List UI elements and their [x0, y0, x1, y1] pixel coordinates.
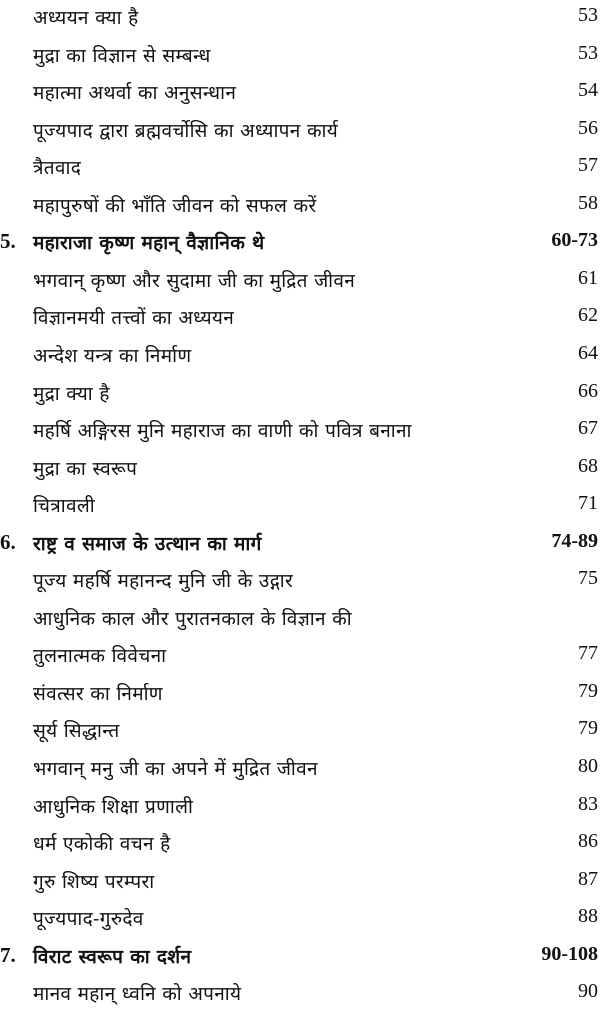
- entry-page-number: 67: [578, 417, 598, 440]
- entry-page-number: 68: [578, 454, 598, 477]
- entry-title: धर्म एकोकी वचन है: [33, 833, 171, 856]
- entry-title: त्रैतवाद: [33, 157, 82, 180]
- chapter-page-range: 60-73: [551, 229, 598, 252]
- entry-page-number: 53: [578, 41, 598, 64]
- entry-title: अध्ययन क्या है: [33, 7, 139, 29]
- chapter-title: विराट स्वरूप का दर्शन: [33, 945, 192, 968]
- entry-page-number: 90: [578, 980, 598, 1003]
- toc-entry: [0, 413, 600, 450]
- entry-title: महापुरुषों की भाँति जीवन को सफल करें: [33, 194, 317, 217]
- toc-entry: [0, 601, 600, 638]
- entry-page-number: 88: [578, 905, 598, 928]
- toc-entry: [0, 751, 600, 788]
- toc-entry: [0, 901, 600, 938]
- entry-page-number: 61: [578, 266, 598, 289]
- chapter-number: 5.: [0, 229, 16, 254]
- toc-entry: [0, 376, 600, 413]
- toc-entry: [0, 263, 600, 300]
- entry-title: चित्रावली: [33, 495, 95, 518]
- entry-page-number: 54: [578, 79, 598, 102]
- entry-page-number: 77: [578, 642, 598, 665]
- toc-entry: [0, 713, 600, 750]
- entry-page-number: 80: [578, 755, 598, 777]
- entry-page-number: 83: [578, 792, 598, 815]
- toc-entry: [0, 38, 600, 75]
- entry-page-number: 75: [578, 567, 598, 590]
- entry-title: भगवान् मनु जी का अपने में मुद्रित जीवन: [33, 758, 318, 780]
- entry-page-number: 79: [578, 679, 598, 702]
- entry-title: गुरु शिष्य परम्परा: [33, 870, 155, 893]
- entry-title: पूज्यपाद द्वारा ब्रह्मवर्चोसि का अध्यापन कार्य: [33, 119, 339, 142]
- toc-entry: [0, 75, 600, 112]
- entry-title: संवत्सर का निर्माण: [33, 682, 163, 705]
- entry-page-number: 66: [578, 379, 598, 402]
- entry-title: सूर्य सिद्धान्त: [33, 720, 120, 743]
- toc-entry: [0, 676, 600, 713]
- chapter-page-range: 74-89: [551, 529, 598, 552]
- toc-entry: [0, 113, 600, 150]
- chapter-title: राष्ट्र व समाज के उत्थान का मार्ग: [33, 532, 262, 555]
- toc-entry: [0, 300, 600, 337]
- toc-entry: [0, 864, 600, 901]
- entry-title: मुद्रा का विज्ञान से सम्बन्ध: [33, 44, 211, 67]
- entry-title: विज्ञानमयी तत्त्वों का अध्ययन: [33, 307, 235, 330]
- toc-entry: [0, 150, 600, 187]
- chapter-heading: [0, 939, 600, 976]
- entry-page-number: 71: [578, 492, 598, 515]
- toc-entry: [0, 188, 600, 225]
- chapter-heading: [0, 225, 600, 262]
- entry-page-number: 64: [578, 341, 598, 364]
- entry-title: आधुनिक काल और पुरातनकाल के विज्ञान की: [33, 607, 352, 630]
- toc-entry: [0, 638, 600, 675]
- entry-page-number: 86: [578, 830, 598, 853]
- entry-title: मुद्रा का स्वरूप: [33, 457, 138, 480]
- entry-page-number: 87: [578, 867, 598, 890]
- entry-title: मुद्रा क्या है: [33, 382, 110, 405]
- toc-entry: [0, 563, 600, 600]
- entry-title: महर्षि अङ्गिरस मुनि महाराज का वाणी को पवित्र बनाना: [33, 420, 412, 443]
- toc-entry: [0, 789, 600, 826]
- chapter-title: महाराजा कृष्ण महान् वैज्ञानिक थे: [33, 232, 265, 255]
- toc-entry: [0, 338, 600, 375]
- entry-page-number: 62: [578, 304, 598, 327]
- entry-page-number: 53: [578, 4, 598, 26]
- entry-title: पूज्य महर्षि महानन्द मुनि जी के उद्गार: [33, 570, 294, 593]
- entry-page-number: 56: [578, 116, 598, 139]
- entry-title: महात्मा अथर्वा का अनुसन्धान: [33, 82, 237, 105]
- entry-page-number: 57: [578, 154, 598, 177]
- toc-entry: [0, 826, 600, 863]
- entry-title: आधुनिक शिक्षा प्रणाली: [33, 795, 194, 818]
- entry-title: अन्देश यन्त्र का निर्माण: [33, 344, 192, 367]
- chapter-number: 6.: [0, 529, 16, 554]
- chapter-page-range: 90-108: [541, 942, 598, 965]
- toc-entry: [0, 0, 600, 37]
- entry-title: पूज्यपाद-गुरुदेव: [33, 908, 144, 931]
- toc-entry: [0, 451, 600, 488]
- entry-page-number: 79: [578, 717, 598, 740]
- entry-page-number: 58: [578, 191, 598, 214]
- entry-title: मानव महान् ध्वनि को अपनाये: [33, 983, 242, 1006]
- chapter-heading: [0, 526, 600, 563]
- toc-entry: [0, 488, 600, 525]
- entry-title: तुलनात्मक विवेचना: [33, 645, 167, 668]
- toc-entry: [0, 976, 600, 1013]
- entry-title: भगवान् कृष्ण और सुदामा जी का मुद्रित जीवन: [33, 269, 356, 292]
- chapter-number: 7.: [0, 942, 16, 967]
